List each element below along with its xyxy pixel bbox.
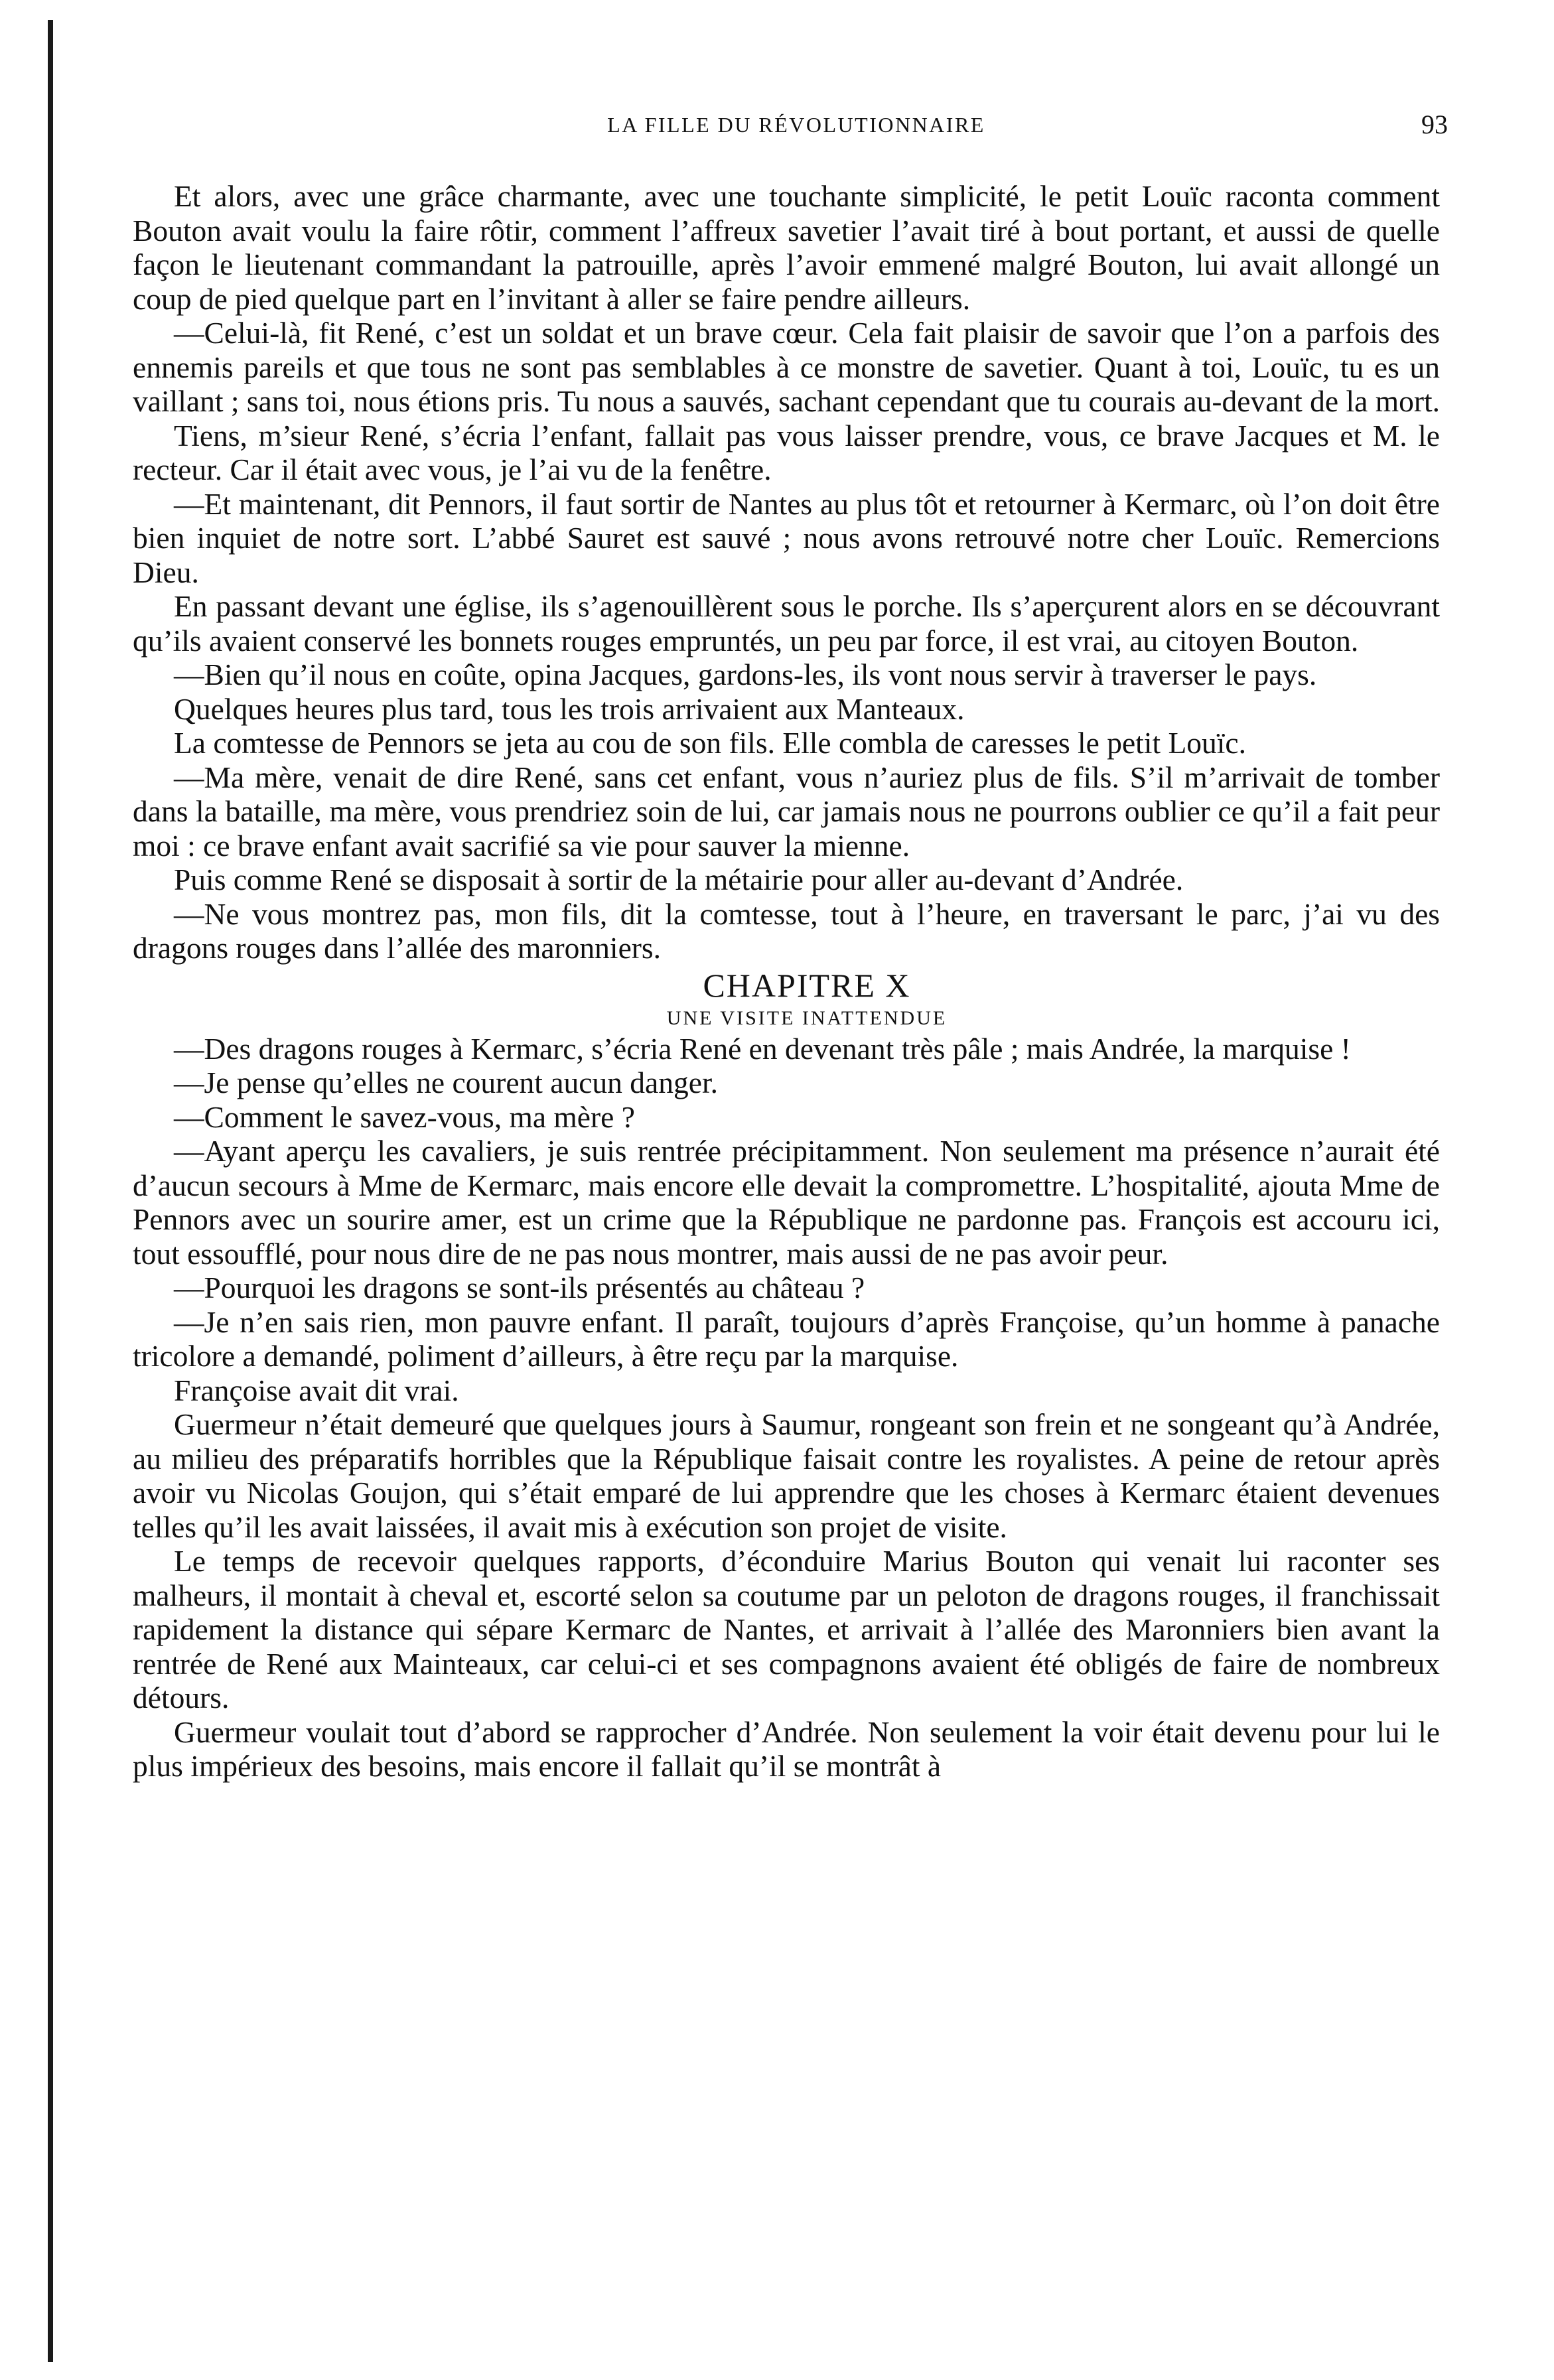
paragraph: —Celui-là, fit René, c’est un soldat et un brave cœur. Cela fait plaisir de savoir que l’on a parfois des ennemis pareils et que tous ne sont pas semblables à ce monstre de savetier. Quant à toi, Louïc, tu es un vaillant ; sans toi, nous étions pris. Tu nous a sauvés, sachant cependant que tu courais au-devant de la mort.: [133, 316, 1441, 418]
paragraph: —Je n’en sais rien, mon pauvre enfant. Il paraît, toujours d’après Françoise, qu’un homme à panache tricolore a demandé, poliment d’ailleurs, à être reçu par la marquise.: [133, 1304, 1440, 1373]
paragraph: Guermeur voulait tout d’abord se rapprocher d’Andrée. Non seulement la voir était devenu pour lui le plus impérieux des besoins, mais encore il fallait qu’il se montrât à: [133, 1715, 1440, 1783]
paragraph: Et alors, avec une grâce charmante, avec une touchante simplicité, le petit Louïc raconta comment Bouton avait voulu la faire rôtir, comment l’affreux savetier l’avait tiré à bout portant, et aussi de quelle façon le lieutenant commandant la patrouille, après l’avoir emmené malgré Bouton, lui avait allongé un coup de pied quelque part en l’invitant à aller se faire pendre ailleurs.: [133, 179, 1440, 316]
paragraph: Françoise avait dit vrai.: [174, 1373, 459, 1407]
chapter-title: CHAPITRE X: [703, 966, 911, 1004]
running-title: LA FILLE DU RÉVOLUTIONNAIRE: [607, 113, 985, 137]
page-number: 93: [1421, 109, 1448, 139]
paragraph: Puis comme René se disposait à sortir de la métairie pour aller au-devant d’Andrée.: [174, 863, 1184, 896]
paragraph: —Pourquoi les dragons se sont-ils présentés au château ?: [174, 1271, 865, 1304]
paragraph: En passant devant une église, ils s’agenouillèrent sous le porche. Ils s’aperçurent alors en se découvrant qu’ils avaient conservé les bonnets rouges empruntés, un peu par force, il est vrai, au citoyen Bouton.: [133, 589, 1440, 658]
chapter-subtitle: UNE VISITE INATTENDUE: [666, 1007, 948, 1029]
paragraph: —Bien qu’il nous en coûte, opina Jacques, gardons-les, ils vont nous servir à traverser le pays.: [174, 658, 1317, 691]
paragraph: —Des dragons rouges à Kermarc, s’écria René en devenant très pâle ; mais Andrée, la marquise !: [174, 1031, 1351, 1066]
binding-edge-rule: [48, 20, 53, 2362]
paragraph: Guermeur n’était demeuré que quelques jours à Saumur, rongeant son frein et ne songeant qu’à Andrée, au milieu des préparatifs horribles que la République faisait contre les royalistes. A peine de retour après avoir vu Nicolas Goujon, qui s’était emparé de lui apprendre que les choses à Kermarc étaient devenues telles qu’il les avait laissées, il avait mis à exécution son projet de visite.: [133, 1407, 1440, 1544]
paragraph: —Comment le savez-vous, ma mère ?: [174, 1099, 635, 1134]
paragraph: —Ayant aperçu les cavaliers, je suis rentrée précipitamment. Non seulement ma présence n’aurait été d’aucun secours à Mme de Kermarc, mais encore elle devait la compromettre. L’hospitalité, ajouta Mme de Pennors avec un sourire amer, est un crime que la République ne pardonne pas. François est accouru ici, tout essoufflé, pour nous dire de ne pas nous montrer, mais aussi de ne pas avoir peur.: [133, 1134, 1440, 1271]
paragraph: Tiens, m’sieur René, s’écria l’enfant, fallait pas vous laisser prendre, vous, ce brave Jacques et M. le recteur. Car il était avec vous, je l’ai vu de la fenêtre.: [133, 418, 1440, 486]
paragraph: Le temps de recevoir quelques rapports, d’éconduire Marius Bouton qui venait lui raconter ses malheurs, il montait à cheval et, escorté selon sa coutume par un peloton de dragons rouges, il franchissait rapidement la distance qui sépare Kermarc de Nantes, et arrivait à l’allée des Maronniers bien avant la rentrée de René aux Mainteaux, car celui-ci et ses compagnons avaient été obligés de faire de nombreux détours.: [133, 1544, 1440, 1715]
paragraph: Quelques heures plus tard, tous les trois arrivaient aux Manteaux.: [174, 691, 965, 726]
paragraph: La comtesse de Pennors se jeta au cou de son fils. Elle combla de caresses le petit Louïc.: [174, 726, 1246, 760]
paragraph: —Ne vous montrez pas, mon fils, dit la comtesse, tout à l’heure, en traversant le parc, j’ai vu des dragons rouges dans l’allée des maronniers.: [133, 896, 1440, 965]
paragraph: —Ma mère, venait de dire René, sans cet enfant, vous n’auriez plus de fils. S’il m’arrivait de tomber dans la bataille, ma mère, vous prendriez soin de lui, car jamais nous ne pourrons oublier ce qu’il a fait peur moi : ce brave enfant avait sacrifié sa vie pour sauver la mienne.: [133, 760, 1440, 863]
paragraph: —Et maintenant, dit Pennors, il faut sortir de Nantes au plus tôt et retourner à Kermarc, où l’on doit être bien inquiet de notre sort. L’abbé Sauret est sauvé ; nous avons retrouvé notre cher Louïc. Remercions Dieu.: [133, 486, 1440, 589]
paragraph: —Je pense qu’elles ne courent aucun danger.: [174, 1066, 718, 1099]
body-text: [133, 179, 1440, 1784]
